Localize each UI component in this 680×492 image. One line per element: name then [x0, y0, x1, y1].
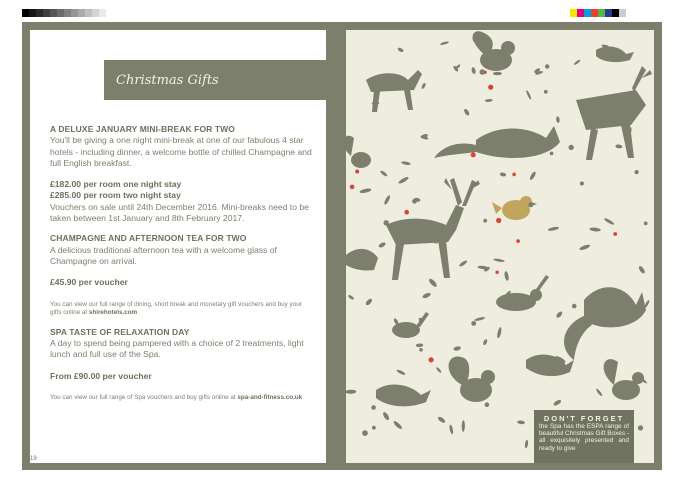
- offer-spa: [50, 327, 314, 403]
- leaf-shape: [383, 194, 391, 205]
- berry-dot: [371, 405, 376, 410]
- squirrel-icon: [604, 359, 644, 400]
- page-title: Christmas Gifts: [116, 72, 219, 88]
- leaf-shape: [555, 311, 563, 319]
- calibration-swatch: [598, 9, 605, 17]
- offer-description: A delicious traditional afternoon tea with a welcome glass of Champagne on arrival.: [50, 244, 277, 266]
- offer-heading: CHAMPAGNE AND AFTERNOON TEA FOR TWO: [50, 233, 247, 244]
- calibration-swatch: [57, 9, 64, 17]
- gift-offers: [50, 124, 314, 403]
- berry-dot: [384, 220, 389, 225]
- leaf-shape: [348, 294, 355, 300]
- leaf-shape: [573, 59, 581, 66]
- squirrel-icon: [346, 136, 371, 168]
- offer-price: £285.00 per room two night stay: [50, 190, 181, 201]
- leaf-shape: [595, 388, 603, 397]
- leaf-shape: [378, 241, 386, 248]
- berry-dot: [495, 271, 498, 274]
- berry-dot: [512, 173, 516, 177]
- leaf-shape: [453, 346, 461, 352]
- leaf-shape: [644, 300, 650, 309]
- fox-icon: [434, 126, 560, 158]
- calibration-swatch: [43, 9, 50, 17]
- berry-dot: [404, 210, 409, 215]
- website-link[interactable]: spa-and-fitness.co.uk: [237, 393, 303, 401]
- woodland-pattern-page: [346, 30, 654, 463]
- bird-icon: [376, 385, 431, 407]
- offer-small-print: You can view our full range of dining, short break and monetary gift vouchers and buy your gifts online at shirehotels.com: [50, 300, 302, 317]
- leaf-shape: [471, 67, 476, 75]
- leaf-shape: [463, 108, 470, 116]
- leaf-shape: [422, 292, 432, 300]
- offer-price: From £90.00 per voucher: [50, 370, 152, 381]
- leaf-shape: [485, 99, 493, 103]
- offer-note: Vouchers on sale until 24th December 2016. Mini-breaks need to be taken between 1st January and 8th February 2017.: [50, 201, 309, 224]
- calibration-swatch: [619, 9, 626, 17]
- offer-description: A day to spend being pampered with a choice of 2 treatments, light lunch and full use of the Spa.: [50, 338, 304, 360]
- berry-dot: [580, 182, 584, 186]
- berry-dot: [485, 402, 490, 407]
- calibration-swatch: [36, 9, 43, 17]
- leaf-shape: [547, 226, 559, 232]
- berry-dot: [372, 426, 376, 430]
- leaf-shape: [393, 420, 403, 430]
- leaf-shape: [493, 258, 505, 263]
- deer-icon: [576, 66, 652, 160]
- fox-icon: [346, 249, 378, 271]
- calibration-swatch: [92, 9, 99, 17]
- leaf-shape: [458, 260, 467, 268]
- calibration-swatch: [29, 9, 36, 17]
- leaf-shape: [401, 161, 411, 166]
- dont-forget-box: [534, 410, 634, 463]
- offer-minibreak: [50, 124, 314, 224]
- woodland-animals-illustration: [346, 30, 654, 463]
- calibration-swatch: [99, 9, 106, 17]
- offer-afternoon-tea: [50, 233, 314, 317]
- leaf-shape: [504, 271, 510, 281]
- leaf-shape: [398, 176, 410, 185]
- offer-heading: A DELUXE JANUARY MINI-BREAK FOR TWO: [50, 124, 235, 134]
- berry-dot: [613, 232, 617, 236]
- leaf-shape: [482, 339, 488, 346]
- berry-dot: [483, 219, 487, 223]
- leaf-shape: [449, 424, 454, 434]
- offer-small-print: You can view our full range of Spa vouchers and buy gifts online at spa-and-fitness.co.uk: [50, 393, 303, 401]
- leaf-shape: [346, 390, 356, 394]
- berry-dot: [471, 152, 476, 157]
- grayscale-calibration-bar: [22, 9, 113, 17]
- leaf-shape: [396, 369, 406, 376]
- leaf-shape: [382, 411, 390, 421]
- berry-dot: [419, 348, 423, 352]
- calibration-swatch: [591, 9, 598, 17]
- calibration-swatch: [22, 9, 29, 17]
- leaf-shape: [365, 298, 373, 307]
- leaf-shape: [440, 41, 449, 46]
- leaf-shape: [638, 265, 646, 274]
- berry-dot: [569, 145, 574, 150]
- leaf-shape: [589, 227, 601, 232]
- calibration-swatch: [85, 9, 92, 17]
- calibration-swatch: [584, 9, 591, 17]
- bird-icon: [596, 47, 634, 63]
- golden-bird-icon: [492, 196, 537, 220]
- berry-dot: [421, 220, 425, 224]
- rabbit-icon: [496, 275, 549, 311]
- offer-price: £182.00 per room one night stay: [50, 179, 182, 190]
- berry-dot: [429, 357, 434, 362]
- leaf-shape: [421, 82, 427, 89]
- color-calibration-bar: [570, 9, 626, 17]
- leaf-shape: [462, 420, 465, 432]
- calibration-swatch: [605, 9, 612, 17]
- offer-heading: SPA TASTE OF RELAXATION DAY: [50, 326, 190, 337]
- calibration-swatch: [50, 9, 57, 17]
- berry-dot: [644, 222, 648, 226]
- berry-dot: [488, 85, 493, 90]
- leaf-shape: [604, 217, 615, 225]
- berry-dot: [419, 318, 423, 322]
- deer-icon: [366, 70, 422, 112]
- berry-dot: [471, 321, 476, 326]
- berry-dot: [638, 425, 643, 430]
- squirrel-icon: [473, 31, 515, 71]
- berry-dot: [516, 239, 520, 243]
- calibration-swatch: [106, 9, 113, 17]
- berry-dot: [355, 170, 359, 174]
- leaf-shape: [517, 420, 525, 425]
- leaf-shape: [397, 47, 404, 53]
- leaf-shape: [428, 278, 438, 288]
- leaf-shape: [437, 416, 446, 424]
- berry-dot: [550, 152, 554, 156]
- leaf-shape: [500, 172, 507, 177]
- rabbit-icon: [392, 312, 429, 338]
- berry-dot: [350, 185, 355, 190]
- leaf-shape: [474, 316, 486, 321]
- berry-dot: [545, 64, 549, 68]
- leaf-shape: [416, 343, 424, 347]
- berry-dot: [496, 218, 501, 223]
- berry-dot: [544, 90, 548, 94]
- calibration-swatch: [577, 9, 584, 17]
- leaf-shape: [436, 367, 442, 374]
- leaf-shape: [556, 116, 560, 123]
- title-banner: [104, 60, 326, 100]
- leaf-shape: [524, 440, 528, 449]
- leaf-shape: [496, 327, 502, 339]
- leaf-shape: [529, 171, 537, 181]
- bird-icon: [526, 355, 574, 377]
- leaf-shape: [359, 188, 372, 194]
- berry-dot: [362, 430, 368, 436]
- dont-forget-title: DON'T FORGET: [543, 414, 625, 423]
- calibration-swatch: [78, 9, 85, 17]
- page-number-left: 19: [30, 456, 37, 462]
- leaf-shape: [525, 90, 531, 100]
- berry-dot: [480, 69, 486, 75]
- calibration-swatch: [71, 9, 78, 17]
- leaf-shape: [380, 170, 389, 177]
- stag-icon: [386, 178, 480, 280]
- leaf-shape: [579, 244, 591, 251]
- leaf-shape: [553, 399, 562, 407]
- calibration-swatch: [570, 9, 577, 17]
- offer-price: £45.90 per voucher: [50, 277, 128, 288]
- dont-forget-text: the Spa has the ESPA range of beautiful Christmas Gift Boxes - all exquisitely presented and ready to give: [539, 423, 629, 452]
- calibration-swatch: [612, 9, 619, 17]
- leaf-shape: [493, 72, 502, 75]
- squirrel-icon: [449, 356, 495, 402]
- fox-icon: [564, 287, 646, 360]
- berry-dot: [572, 304, 577, 309]
- berry-dot: [528, 202, 533, 207]
- berry-dot: [635, 170, 639, 174]
- website-link[interactable]: shirehotels.com: [88, 309, 138, 317]
- calibration-swatch: [64, 9, 71, 17]
- page-number-right: 20: [644, 456, 651, 462]
- leaf-shape: [615, 144, 623, 149]
- offer-description: You'll be giving a one night mini-break at one of our fabulous 4 star hotels - including dinner, a welcome bottle of chilled Champagne and full English breakfast.: [50, 135, 312, 168]
